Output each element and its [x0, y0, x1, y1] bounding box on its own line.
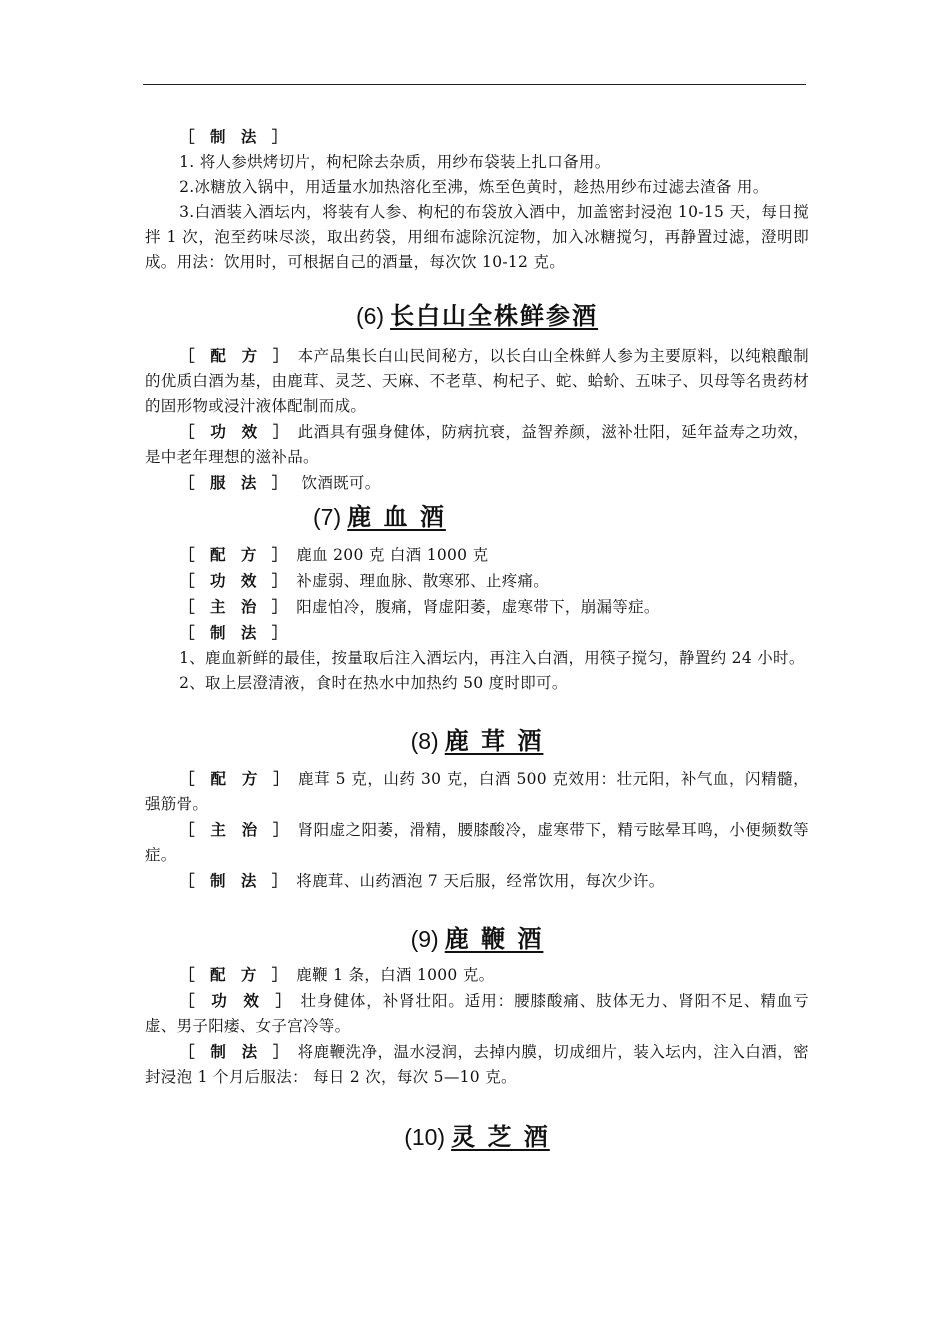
- header-rule: [143, 84, 806, 85]
- entry-label: ［ 配 方 ］: [179, 545, 293, 564]
- section-heading: [145, 502, 809, 532]
- method-step: 3.白酒装入酒坛内，将装有人参、枸杞的布袋放入酒中，加盖密封浸泡 10-15 天，每日搅拌 1 次，泡至药味尽淡，取出药袋，用细布滤除沉淀物，加入冰糖搅匀，再静置过滤，澄明即成。用法：饮用时，可根据自己的酒量，每次饮 10-12 克。: [145, 203, 809, 271]
- entry-method: [145, 868, 809, 894]
- entry-text: 本产品集长白山民间秘方，以长白山全株鲜人参为主要原料，以纯粮酿制的优质白酒为基，由鹿茸、灵芝、天麻、不老草、枸杞子、蛇、蛤蚧、五味子、贝母等名贵药材的固形物或浸汁液体配制而成。: [145, 347, 809, 415]
- entry-text: 补虚弱、理血脉、散寒邪、止疼痛。: [296, 572, 550, 590]
- entry-label: ［ 服 法 ］: [179, 473, 293, 492]
- entry-formula: [145, 343, 809, 419]
- entry-formula: [145, 766, 809, 817]
- entry-text: 饮酒既可。: [296, 474, 381, 492]
- entry-formula: [145, 542, 809, 568]
- section-title: 灵 芝 酒: [451, 1122, 550, 1151]
- entry-label: ［ 功 效 ］: [179, 422, 294, 441]
- entry-text: 肾阳虚之阳萎，滑精，腰膝酸冷，虚寒带下，精亏眩晕耳鸣，小便频数等症。: [145, 821, 809, 864]
- document-body: [145, 124, 809, 1152]
- entry-label: ［ 功 效 ］: [179, 571, 293, 590]
- entry-label: ［ 配 方 ］: [179, 965, 293, 984]
- entry-method: [145, 620, 809, 646]
- entry-text: 阳虚怕冷，腹痛，肾虚阳萎，虚寒带下，崩漏等症。: [296, 598, 660, 616]
- entry-effect: [145, 988, 809, 1039]
- method-step: 1、鹿血新鲜的最佳，按量取后注入酒坛内，再注入白酒，用筷子搅匀，静置约 24 小时。: [179, 649, 805, 667]
- entry-text: 此酒具有强身健体，防病抗衰，益智养颜，滋补壮阳，延年益寿之功效，是中老年理想的滋补品。: [145, 423, 809, 466]
- section-number: (9): [410, 926, 439, 952]
- entry-text: 将鹿鞭洗净，温水浸润，去掉内膜，切成细片，装入坛内，注入白酒，密封浸泡 1 个月后服法： 每日 2 次，每次 5—10 克。: [145, 1043, 809, 1086]
- entry-indication: [145, 817, 809, 868]
- entry-text: 壮身健体，补肾壮阳。适用：腰膝酸痛、肢体无力、肾阳不足、精血亏虚、男子阳痿、女子宫冷等。: [145, 992, 809, 1035]
- section-number: (10): [404, 1124, 446, 1150]
- entry-label: ［ 制 法 ］: [179, 623, 293, 642]
- entry-label: ［ 主 治 ］: [179, 820, 294, 839]
- section-heading: [145, 924, 809, 954]
- entry-text: 鹿鞭 1 条，白酒 1000 克。: [296, 966, 495, 984]
- section-heading: [145, 726, 809, 756]
- section-title: 鹿 茸 酒: [444, 726, 544, 755]
- entry-label: ［ 主 治 ］: [179, 597, 293, 616]
- method-heading: [145, 124, 809, 150]
- entry-method: [145, 1039, 809, 1090]
- section-number: (6): [355, 303, 385, 329]
- entry-indication: [145, 594, 809, 620]
- section-heading: [145, 1122, 809, 1152]
- section-heading: [145, 301, 809, 331]
- section-number: (7): [313, 504, 342, 530]
- method-step: 2、取上层澄清液，食时在热水中加热约 50 度时即可。: [179, 674, 568, 692]
- entry-text: 鹿茸 5 克，山药 30 克，白酒 500 克效用：壮元阳，补气血，闪精髓，强筋骨。: [145, 770, 809, 813]
- entry-label: ［ 制 法 ］: [179, 871, 293, 890]
- entry-label: ［ 制 法 ］: [179, 1042, 294, 1061]
- section-title: 鹿 血 酒: [347, 502, 446, 531]
- entry-usage: [145, 470, 809, 496]
- entry-effect: [145, 568, 809, 594]
- method-step: 2.冰糖放入锅中，用适量水加热溶化至沸，炼至色黄时，趁热用纱布过滤去渣备 用。: [179, 178, 769, 196]
- method-step: 1. 将人参烘烤切片，枸杞除去杂质，用纱布袋装上扎口备用。: [179, 153, 611, 171]
- section-title: 鹿 鞭 酒: [444, 924, 544, 953]
- method-label: ［ 制 法 ］: [179, 127, 293, 146]
- entry-text: 鹿血 200 克 白酒 1000 克: [296, 546, 489, 564]
- entry-label: ［ 功 效 ］: [179, 991, 297, 1010]
- entry-effect: [145, 419, 809, 470]
- entry-label: ［ 配 方 ］: [179, 346, 294, 365]
- section-title: 长白山全株鲜参酒: [390, 301, 599, 330]
- entry-text: 将鹿茸、山药酒泡 7 天后服，经常饮用，每次少许。: [296, 872, 665, 890]
- section-number: (8): [410, 728, 439, 754]
- entry-formula: [145, 962, 809, 988]
- entry-label: ［ 配 方 ］: [179, 769, 295, 788]
